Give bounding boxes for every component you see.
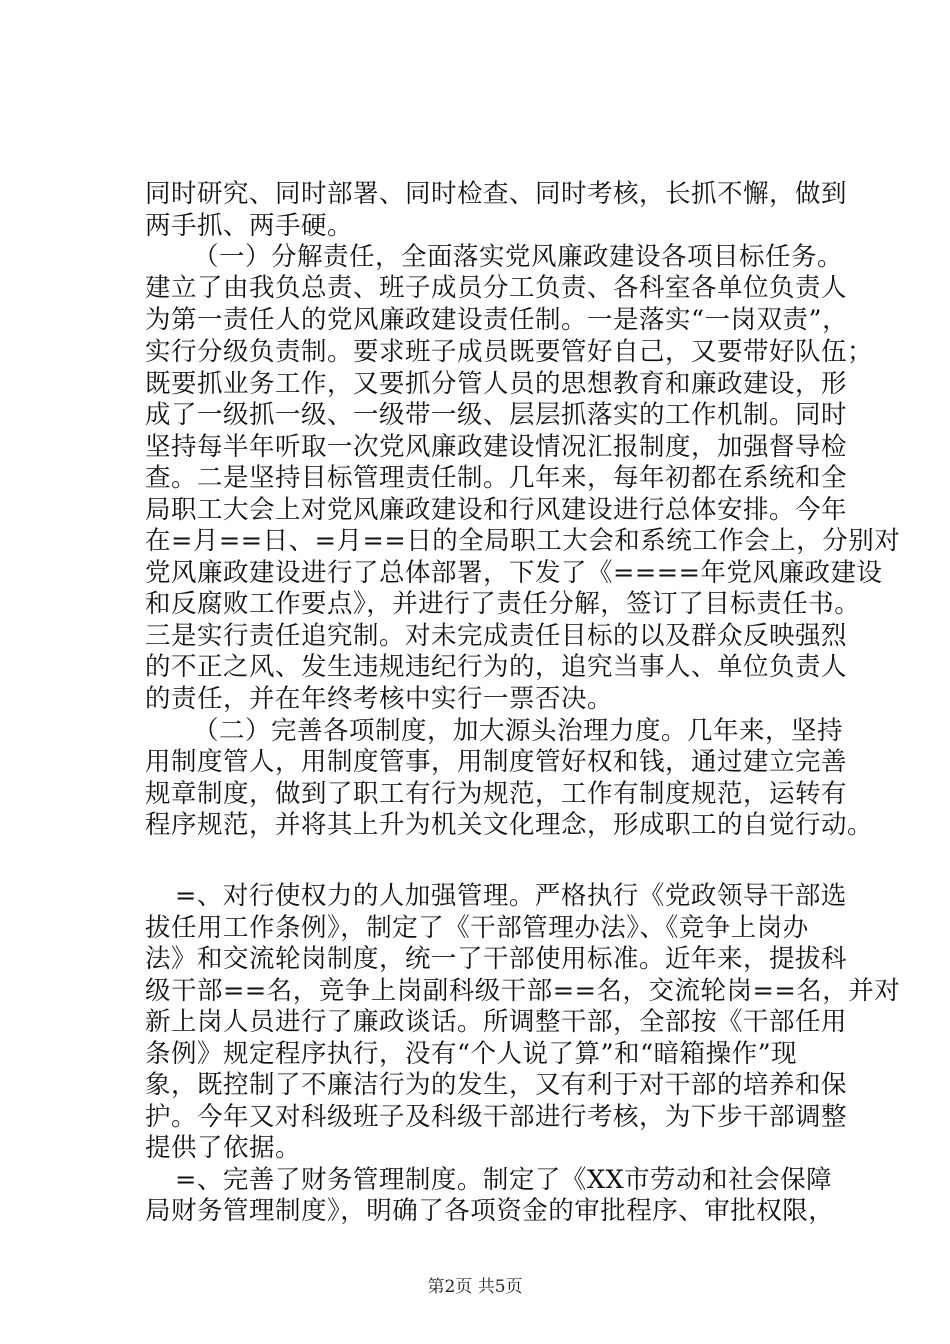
text-line: 既要抓业务工作，又要抓分管人员的思想教育和廉政建设，形	[145, 369, 848, 399]
text-line: 程序规范，并将其上升为机关文化理念，形成职工的自觉行动。	[145, 810, 874, 840]
text-line: 两手抓、两手硬。	[145, 211, 354, 241]
text-line: 象，既控制了不廉洁行为的发生，又有利于对干部的培养和保	[145, 1070, 848, 1100]
text-line: 建立了由我负总责、班子成员分工负责、各科室各单位负责人	[145, 273, 848, 303]
text-line: 为第一责任人的党风廉政建设责任制。一是落实“一岗双责”，	[145, 305, 849, 335]
text-line: 成了一级抓一级、一级带一级、层层抓落实的工作机制。同时	[145, 400, 848, 430]
text-line: 拔任用工作条例》，制定了《干部管理办法》、《竞争上岗办	[145, 913, 809, 943]
text-line: 用制度管人，用制度管事，用制度管好权和钱，通过建立完善	[145, 747, 848, 777]
text-line: 提供了依据。	[145, 1133, 302, 1163]
text-line: 的责任，并在年终考核中实行一票否决。	[145, 684, 614, 714]
text-line: 局职工大会上对党风廉政建设和行风建设进行总体安排。今年	[145, 495, 848, 525]
text-line: 新上岗人员进行了廉政谈话。所调整干部，全部按《干部任用	[145, 1007, 848, 1037]
text-line: 护。今年又对科级班子及科级干部进行考核，为下步干部调整	[145, 1102, 848, 1132]
text-line: 查。二是坚持目标管理责任制。几年来，每年初都在系统和全	[145, 463, 848, 493]
text-line: 规章制度，做到了职工有行为规范，工作有制度规范，运转有	[145, 779, 848, 809]
text-line: 局财务管理制度》，明确了各项资金的审批程序、审批权限，	[145, 1196, 835, 1226]
paragraph-heading: （一）分解责任，全面落实党风廉政建设各项目标任务。	[193, 242, 844, 272]
paragraph-first-line: =、完善了财务管理制度。制定了《XX市劳动和社会保障	[175, 1165, 833, 1195]
text-line: 党风廉政建设进行了总体部署，下发了《====年党风廉政建设	[145, 558, 883, 588]
paragraph-first-line: =、对行使权力的人加强管理。严格执行《党政领导干部选	[175, 881, 847, 911]
page-number-footer: 第2页 共5页	[427, 1277, 523, 1297]
text-line: 实行分级负责制。要求班子成员既要管好自己，又要带好队伍；	[145, 337, 874, 367]
paragraph-heading: （二）完善各项制度，加大源头治理力度。几年来，坚持	[193, 716, 844, 746]
text-line: 法》和交流轮岗制度，统一了干部使用标准。近年来，提拔科	[145, 944, 848, 974]
text-line: 的不正之风、发生违规违纪行为的，追究当事人、单位负责人	[145, 652, 848, 682]
text-line: 级干部==名，竞争上岗副科级干部==名，交流轮岗==名，并对	[145, 976, 901, 1006]
text-line: 三是实行责任追究制。对未完成责任目标的以及群众反映强烈	[145, 621, 848, 651]
text-line: 在=月==日、=月==日的全局职工大会和系统工作会上，分别对	[145, 526, 901, 556]
text-line: 同时研究、同时部署、同时检查、同时考核，长抓不懈，做到	[145, 179, 848, 209]
text-line: 和反腐败工作要点》，并进行了责任分解，签订了目标责任书。	[145, 589, 861, 619]
text-line: 坚持每半年听取一次党风廉政建设情况汇报制度，加强督导检	[145, 432, 848, 462]
text-line: 条例》规定程序执行，没有“个人说了算”和“暗箱操作”现	[145, 1039, 798, 1069]
